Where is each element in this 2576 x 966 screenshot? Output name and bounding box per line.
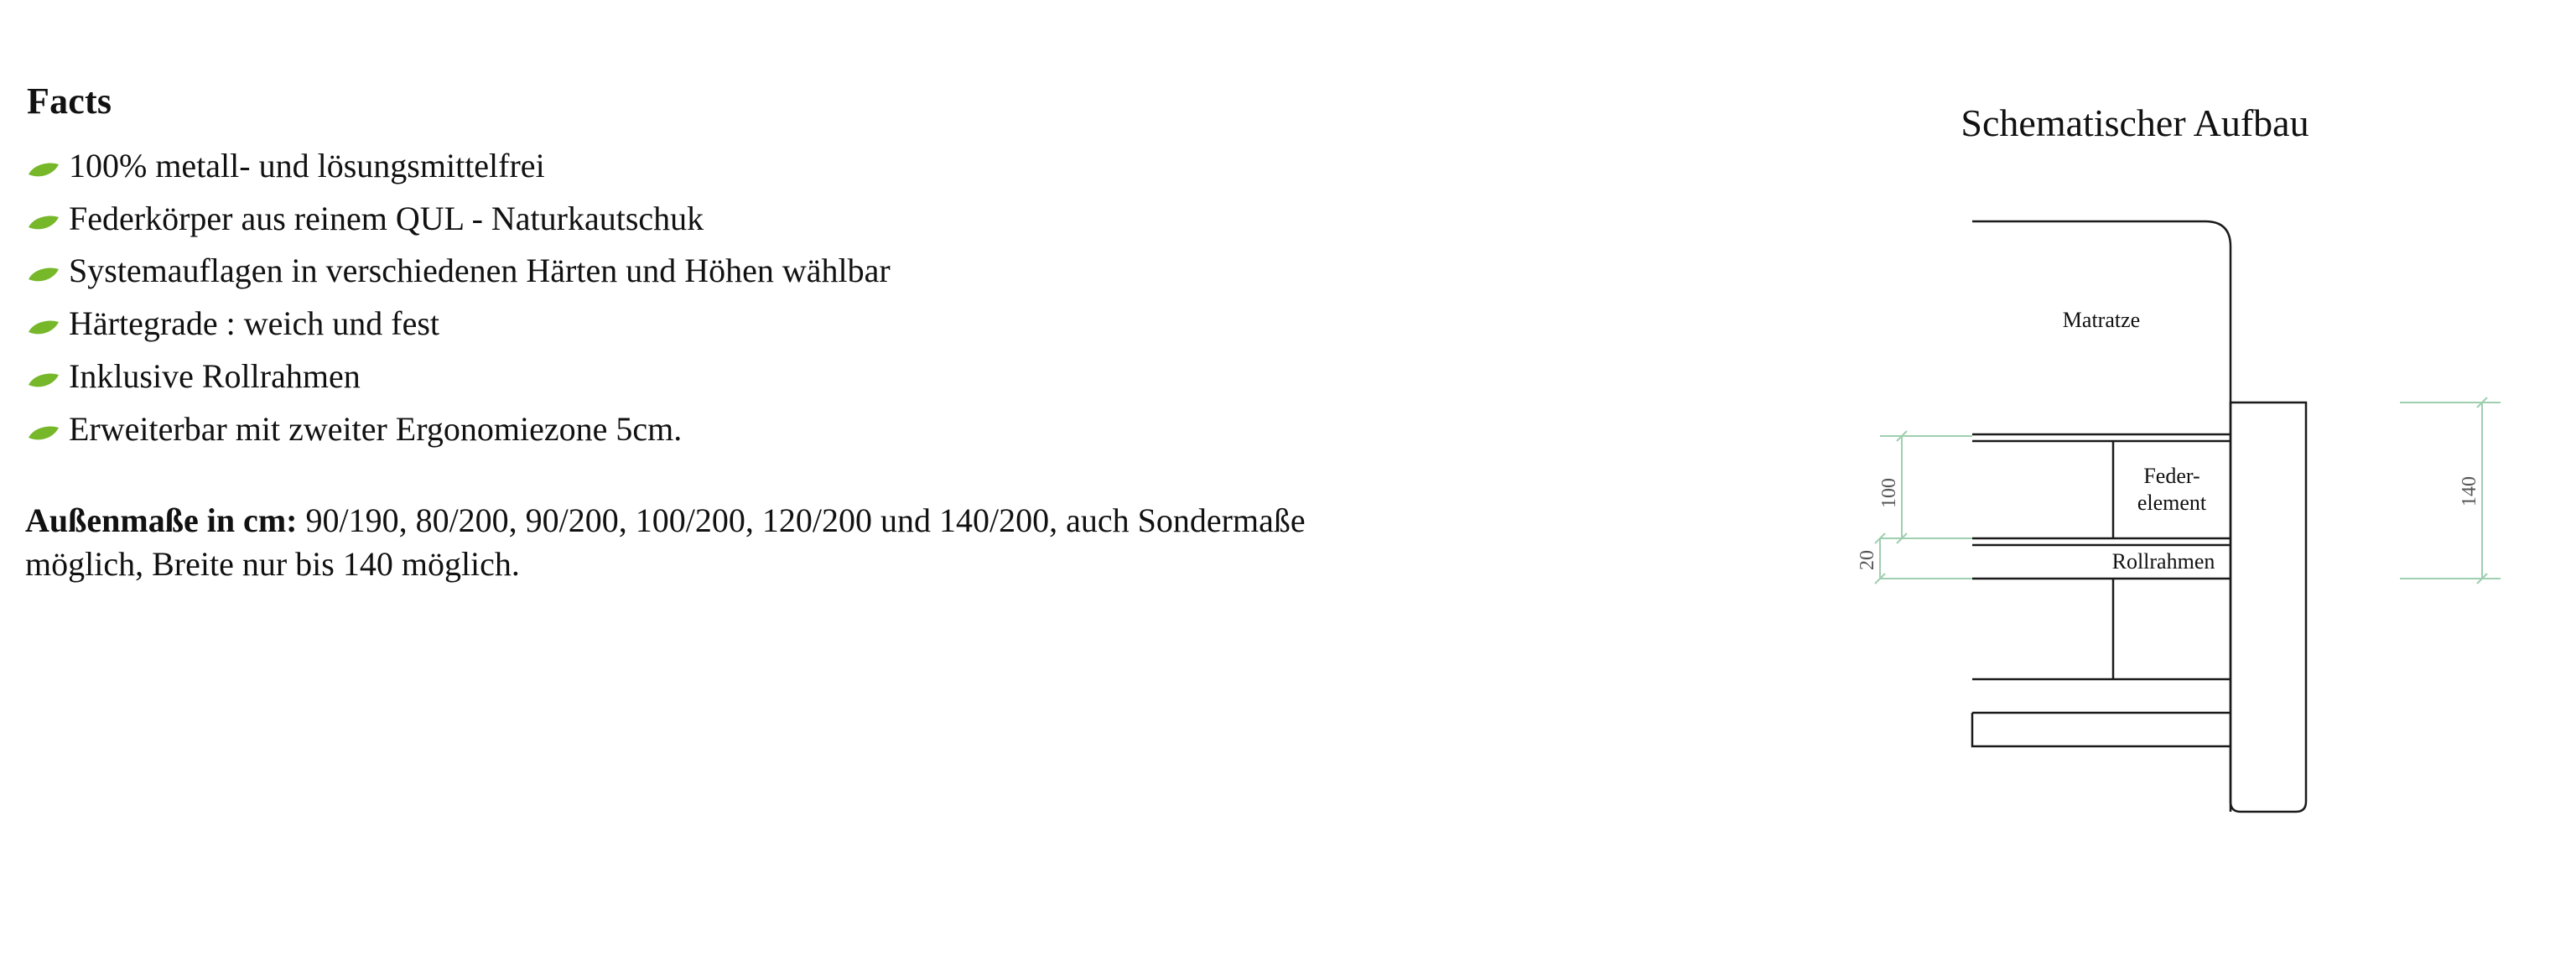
list-item <box>25 304 1451 345</box>
outer-dimensions-label: Außenmaße in cm: <box>25 501 298 539</box>
dimension-20: 20 <box>1857 550 1878 570</box>
dimension-100: 100 <box>1878 478 1900 508</box>
list-item <box>25 409 1451 450</box>
list-item <box>25 251 1451 292</box>
facts-title: Facts <box>27 80 112 122</box>
schematic-panel <box>1694 0 2576 966</box>
fact-text: Inklusive Rollrahmen <box>69 356 361 395</box>
dimension-140: 140 <box>2459 476 2480 506</box>
leaf-icon <box>25 202 62 242</box>
label-federelement-line1: Feder- <box>2143 464 2200 488</box>
fact-text: Federkörper aus reinem QUL - Naturkautschuk <box>69 199 704 237</box>
label-federelement-line2: element <box>2137 491 2207 515</box>
facts-panel <box>25 80 1451 621</box>
list-item <box>25 199 1451 240</box>
schematic-drawing <box>1694 159 2576 914</box>
outer-dimensions <box>25 499 1333 588</box>
leaf-icon <box>25 307 62 347</box>
fact-text: Systemauflagen in verschiedenen Härten und Höhen wählbar <box>69 252 891 290</box>
leaf-icon <box>25 360 62 400</box>
outer-dimensions-value: 90/190, 80/200, 90/200, 100/200, 120/200 und 140/200, auch Sondermaße möglich, Breite nur bis 140 möglich. <box>25 501 1306 584</box>
facts-list <box>25 146 1451 450</box>
leaf-icon <box>25 413 62 453</box>
label-rollrahmen: Rollrahmen <box>2111 549 2215 574</box>
list-item <box>25 356 1451 397</box>
list-item <box>25 146 1451 187</box>
leaf-icon <box>25 254 62 294</box>
label-matratze: Matratze <box>2062 308 2141 332</box>
schematic-title: Schematischer Aufbau <box>1961 101 2309 144</box>
leaf-icon <box>25 149 62 190</box>
fact-text: 100% metall- und lösungsmittelfrei <box>69 146 545 184</box>
fact-text: Härtegrade : weich und fest <box>69 304 440 343</box>
fact-text: Erweiterbar mit zweiter Ergonomiezone 5cm. <box>69 409 683 448</box>
